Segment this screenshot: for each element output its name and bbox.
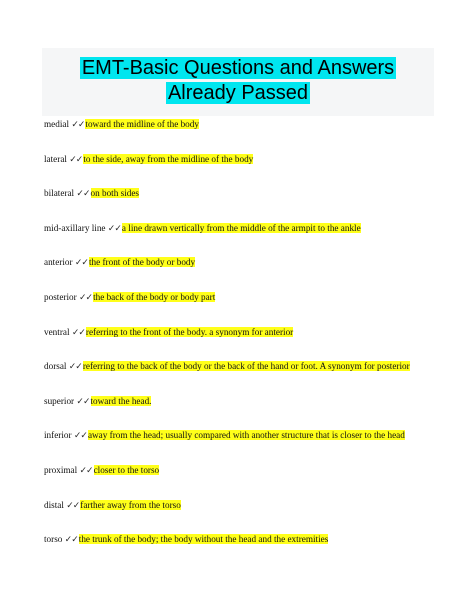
list-item	[44, 222, 444, 234]
list-item	[44, 187, 444, 199]
double-check-icon: ✓✓	[68, 362, 82, 373]
list-item	[44, 429, 444, 441]
definition: the front of the body or body	[88, 257, 196, 268]
double-check-icon: ✓✓	[76, 189, 90, 200]
list-item	[44, 464, 444, 476]
list-item	[44, 533, 444, 545]
term: anterior	[44, 257, 73, 268]
title-line-1: EMT-Basic Questions and Answers	[81, 57, 395, 79]
double-check-icon: ✓✓	[71, 327, 85, 338]
list-item	[44, 360, 444, 372]
double-check-icon: ✓✓	[79, 465, 93, 476]
definition: away from the head; usually compared with another structure that is closer to the head	[87, 430, 405, 441]
term: ventral	[44, 326, 70, 337]
term: distal	[44, 499, 64, 510]
double-check-icon: ✓✓	[76, 396, 90, 407]
list-item	[44, 291, 444, 303]
double-check-icon: ✓✓	[73, 431, 87, 442]
definition: the back of the body or body part	[93, 291, 216, 302]
definition: on both sides	[90, 188, 139, 199]
term: inferior	[44, 430, 72, 441]
double-check-icon: ✓✓	[66, 500, 80, 511]
list-item	[44, 118, 444, 130]
definition: toward the head.	[90, 395, 152, 406]
term: posterior	[44, 291, 77, 302]
title-line-2: Already Passed	[167, 82, 309, 104]
term: bilateral	[44, 188, 75, 199]
definition: farther away from the torso	[80, 499, 181, 510]
definition: referring to the back of the body or the back of the hand or foot. A synonym for posterior	[82, 361, 410, 372]
double-check-icon: ✓✓	[64, 535, 78, 546]
list-item	[44, 499, 444, 511]
list-item	[44, 326, 444, 338]
list-item	[44, 153, 444, 165]
term: dorsal	[44, 361, 67, 372]
double-check-icon: ✓✓	[78, 292, 93, 303]
definition: to the side, away from the midline of the body	[83, 153, 254, 164]
double-check-icon: ✓✓	[74, 258, 88, 269]
definition: the trunk of the body; the body without the head and the extremities	[78, 534, 329, 545]
definition: a line drawn vertically from the middle of the armpit to the ankle	[121, 222, 361, 233]
definition: closer to the torso	[93, 464, 160, 475]
double-check-icon: ✓✓	[107, 223, 121, 234]
term: mid-axillary line	[44, 222, 106, 233]
title-banner	[42, 48, 434, 116]
term: lateral	[44, 153, 67, 164]
document-title	[42, 56, 434, 106]
term: proximal	[44, 464, 78, 475]
list-item	[44, 256, 444, 268]
term: medial	[44, 119, 70, 129]
double-check-icon: ✓✓	[69, 154, 83, 165]
definition: referring to the front of the body. a synonym for anterior	[85, 326, 294, 337]
double-check-icon: ✓✓	[71, 120, 85, 130]
term: superior	[44, 395, 75, 406]
term: torso	[44, 534, 63, 545]
definition-list	[44, 118, 444, 568]
list-item	[44, 395, 444, 407]
definition: toward the midline of the body	[85, 119, 199, 129]
